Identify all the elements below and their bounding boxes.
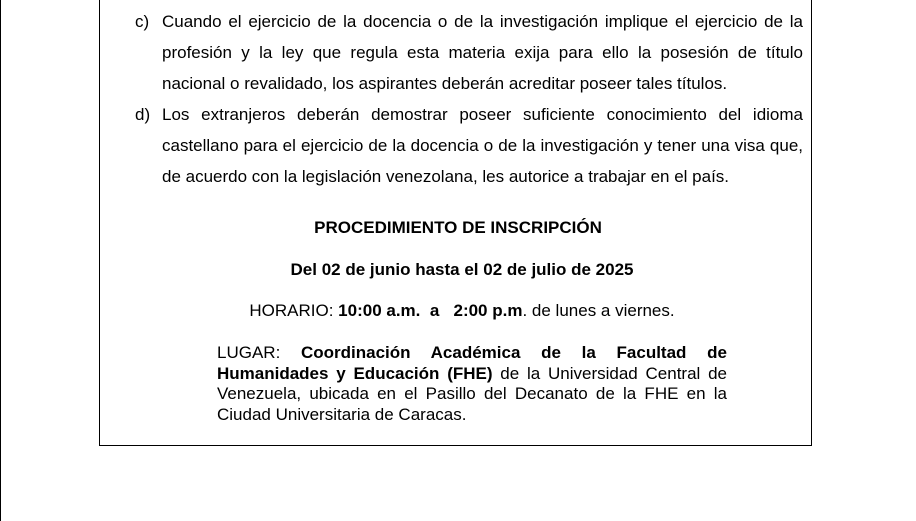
location-office: Coordinación Académica de la Facultad de Humanidades y Educación (FHE) <box>217 343 727 383</box>
schedule-line <box>104 301 820 321</box>
registration-dates: Del 02 de junio hasta el 02 de julio de 2025 <box>290 260 634 279</box>
schedule-separator: a <box>420 301 454 320</box>
list-text-c: Cuando el ejercicio de la docencia o de la investigación implique el ejercicio de la profesión y la ley que regula esta materia exija para ello la posesión de título nacional o revalidado, los aspirantes deberán acreditar poseer tales títulos. <box>162 12 803 93</box>
schedule-start-time: 10:00 a.m. <box>338 301 421 320</box>
location-details: de la Universidad Central de Venezuela, ubicada en el Pasillo del Decanato de la FHE en la Ciudad Universitaria de Caracas. <box>217 363 727 424</box>
list-letter-d: d) <box>135 105 151 124</box>
page-left-edge <box>0 0 1 521</box>
schedule-days: . de lunes a viernes. <box>522 301 675 320</box>
schedule-end-time: 2:00 p.m <box>453 301 523 320</box>
location-paragraph <box>217 343 727 425</box>
document-box <box>99 0 812 446</box>
list-letter-c: c) <box>135 12 150 31</box>
list-text-d: Los extranjeros deberán demostrar poseer suficiente conocimiento del idioma castellano para el ejercicio de la docencia o de la investigación y tener una visa que, de acuerdo con la legislación venezolana, les autorice a trabajar en el país. <box>162 105 803 186</box>
schedule-label: HORARIO: <box>249 301 339 320</box>
location-label: LUGAR: <box>217 343 301 362</box>
section-title: PROCEDIMIENTO DE INSCRIPCIÓN <box>314 218 602 237</box>
